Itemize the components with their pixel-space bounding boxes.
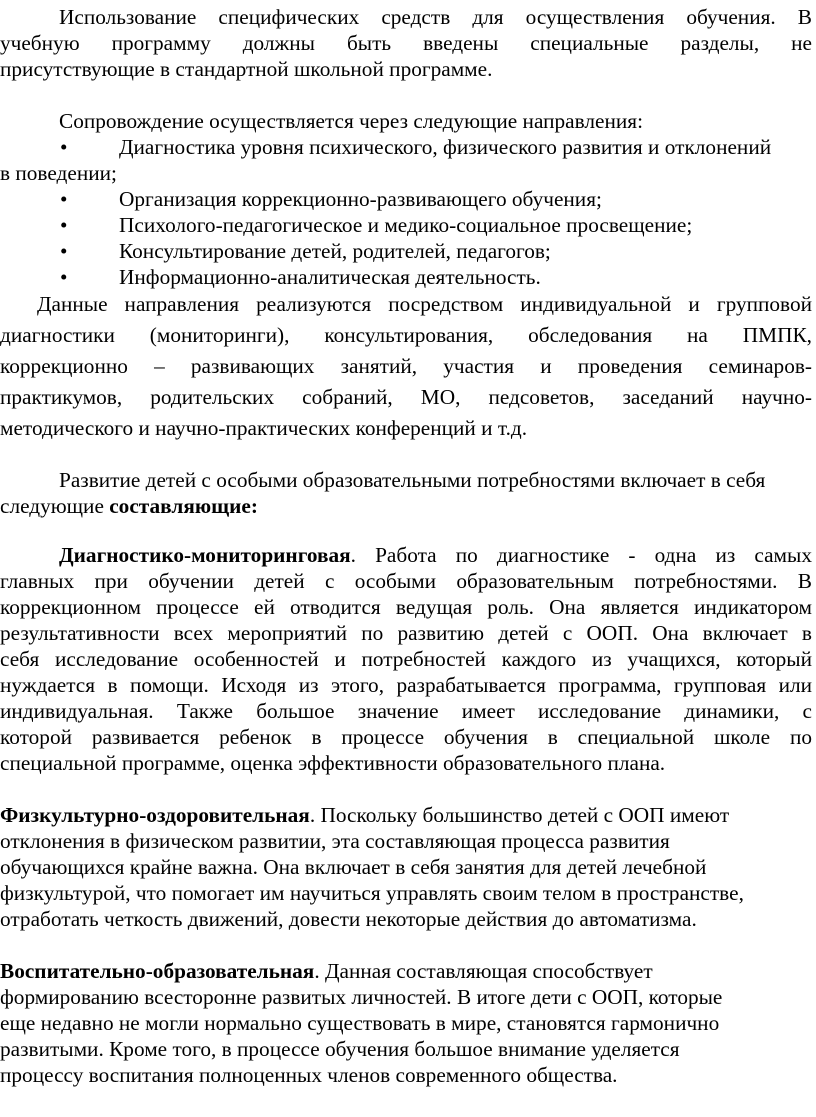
list-item (0, 212, 812, 238)
text-line: отклонения в физическом развитии, эта составляющая процесса развития (0, 829, 670, 853)
text-fragment: . Работа по диагностике - одна из самых (350, 543, 812, 567)
text-line: присутствующие в стандартной школьной программе. (0, 57, 493, 81)
text-line: которой развивается ребенок в процессе обучения в специальной школе по (0, 725, 812, 749)
paragraph-educational (0, 958, 812, 1088)
text-line: еще недавно не могли нормально существовать в мире, становятся гармонично (0, 1011, 720, 1035)
components-heading: составляющие: (109, 494, 258, 518)
text-fragment: . Данная составляющая способствует (314, 959, 653, 983)
list-item-text: Организация коррекционно-развивающего обучения; (119, 187, 602, 211)
text-line: развитыми. Кроме того, в процессе обучения большое внимание уделяется (0, 1037, 680, 1061)
text-line: методического и научно-практических конференций и т.д. (0, 416, 528, 440)
text-line: специальной программе, оценка эффективности образовательного плана. (0, 751, 666, 775)
bullet-icon: • (60, 187, 68, 211)
bullet-icon: • (60, 239, 68, 263)
text-line: коррекционном процессе ей отводится ведущая роль. Она является индикатором (0, 595, 812, 619)
directions-intro: Сопровождение осуществляется через следующие направления: (59, 109, 643, 133)
list-item (0, 238, 812, 264)
bullet-icon: • (60, 135, 68, 159)
section-heading-diagnostic: Диагностико-мониторинговая (59, 543, 351, 567)
text-line (0, 542, 812, 568)
text-line (0, 958, 812, 984)
text-line: Развитие детей с особыми образовательными потребностями включает в себя (59, 468, 766, 492)
paragraph-physical (0, 802, 812, 932)
list-item (0, 264, 812, 290)
text-line: формированию всесторонне развитых личностей. В итоге дети с ООП, которые (0, 985, 723, 1009)
paragraph-directions (0, 108, 812, 290)
text-line: индивидуальная. Также большое значение имеет исследование динамики, с (0, 699, 812, 723)
section-heading-physical: Физкультурно-оздоровительная (0, 803, 310, 827)
text-fragment: . Поскольку большинство детей с ООП имеют (309, 803, 730, 827)
paragraph-diagnostic (0, 542, 812, 776)
paragraph-specific-means (0, 4, 812, 82)
list-item-text: Психолого-педагогическое и медико-социальное просвещение; (119, 213, 693, 237)
text-line: главных при обучении детей с особыми образовательным потребностями. В (0, 569, 812, 593)
list-item-continuation: в поведении; (0, 161, 117, 185)
text-line: Использование специфических средств для осуществления обучения. В (59, 5, 812, 29)
text-line: учебную программу должны быть введены специальные разделы, не (0, 31, 812, 55)
text-line: себя исследование особенностей и потребностей каждого из учащихся, который (0, 647, 812, 671)
text-line: практикумов, родительских собраний, МО, педсоветов, заседаний научно- (0, 385, 812, 409)
text-line: диагностики (мониторинги), консультирования, обследования на ПМПК, (0, 323, 812, 347)
text-line: коррекционно – развивающих занятий, участия и проведения семинаров- (0, 354, 812, 378)
list-item (0, 134, 812, 160)
list-item-text: Диагностика уровня психического, физического развития и отклонений (119, 135, 772, 159)
text-line: обучающихся крайне важна. Она включает в себя занятия для детей лечебной (0, 855, 707, 879)
text-line: результативности всех мероприятий по развитию детей с ООП. Она включает в (0, 621, 812, 645)
text-line: отработать четкость движений, довести некоторые действия до автоматизма. (0, 907, 697, 931)
text-line (0, 802, 812, 828)
section-heading-educational: Воспитательно-образовательная (0, 959, 315, 983)
list-item-text: Информационно-аналитическая деятельность. (119, 265, 541, 289)
text-line: нуждается в помощи. Исходя из этого, разрабатывается программа, групповая или (0, 673, 812, 697)
paragraph-implementation (0, 289, 812, 444)
paragraph-components-intro (0, 467, 812, 519)
text-line: процессу воспитания полноценных членов современного общества. (0, 1063, 618, 1087)
list-item (0, 186, 812, 212)
text-line (0, 493, 812, 519)
bullet-icon: • (60, 265, 68, 289)
bullet-icon: • (60, 213, 68, 237)
list-item-text: Консультирование детей, родителей, педагогов; (119, 239, 551, 263)
text-line: Данные направления реализуются посредством индивидуальной и групповой (37, 292, 812, 316)
text-line: физкультурой, что помогает им научиться управлять своим телом в пространстве, (0, 881, 744, 905)
text-fragment: следующие (0, 494, 110, 518)
